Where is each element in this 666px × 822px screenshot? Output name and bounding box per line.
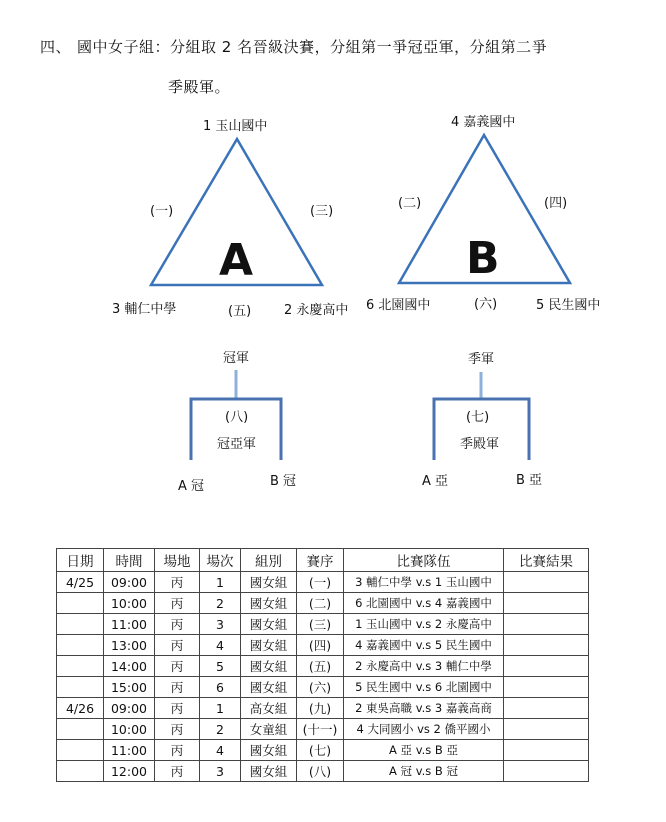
cell-game-no: 4	[200, 635, 241, 656]
cell-teams: 4 大同國小 vs 2 僑平國小	[344, 719, 504, 740]
table-row	[57, 614, 589, 635]
third-right-slot: B 亞	[516, 473, 543, 488]
schedule-table	[56, 548, 589, 782]
cell-division: 國女組	[241, 593, 297, 614]
group-b-top-team: 4 嘉義國中	[451, 115, 516, 130]
table-header-row	[57, 549, 589, 572]
header-game-no: 場次	[200, 549, 241, 572]
cell-teams: 2 東吳高職 v.s 3 嘉義高商	[344, 698, 504, 719]
cell-date	[57, 740, 104, 761]
group-b-match-bottom: (六)	[474, 297, 498, 312]
cell-time: 13:00	[104, 635, 155, 656]
cell-venue: 丙	[155, 761, 200, 782]
final-left-slot: A 冠	[178, 479, 205, 494]
cell-division: 國女組	[241, 635, 297, 656]
table-row	[57, 635, 589, 656]
cell-time: 11:00	[104, 614, 155, 635]
header-venue: 場地	[155, 549, 200, 572]
cell-teams: 1 玉山國中 v.s 2 永慶高中	[344, 614, 504, 635]
cell-date	[57, 719, 104, 740]
cell-time: 09:00	[104, 572, 155, 593]
table-row	[57, 761, 589, 782]
cell-teams: 5 民生國中 v.s 6 北園國中	[344, 677, 504, 698]
cell-match-order: (九)	[297, 698, 344, 719]
cell-match-order: (六)	[297, 677, 344, 698]
cell-result	[504, 761, 589, 782]
header-division: 組別	[241, 549, 297, 572]
cell-result	[504, 677, 589, 698]
cell-match-order: (七)	[297, 740, 344, 761]
group-a-letter: A	[219, 235, 254, 286]
cell-time: 12:00	[104, 761, 155, 782]
cell-date	[57, 656, 104, 677]
table-row	[57, 572, 589, 593]
cell-date: 4/26	[57, 698, 104, 719]
group-a-match-right: (三)	[310, 204, 334, 219]
cell-time: 10:00	[104, 593, 155, 614]
cell-game-no: 1	[200, 572, 241, 593]
final-champion-label: 冠軍	[223, 351, 250, 366]
cell-division: 國女組	[241, 614, 297, 635]
cell-division: 國女組	[241, 761, 297, 782]
cell-venue: 丙	[155, 698, 200, 719]
cell-match-order: (一)	[297, 572, 344, 593]
cell-time: 15:00	[104, 677, 155, 698]
cell-result	[504, 572, 589, 593]
cell-match-order: (三)	[297, 614, 344, 635]
header-date: 日期	[57, 549, 104, 572]
cell-venue: 丙	[155, 740, 200, 761]
third-left-slot: A 亞	[422, 474, 449, 489]
cell-match-order: (四)	[297, 635, 344, 656]
group-b-right-team: 5 民生國中	[536, 298, 601, 313]
cell-date	[57, 761, 104, 782]
cell-result	[504, 635, 589, 656]
cell-time: 11:00	[104, 740, 155, 761]
cell-match-order: (二)	[297, 593, 344, 614]
header-teams: 比賽隊伍	[344, 549, 504, 572]
cell-date	[57, 593, 104, 614]
group-b-left-team: 6 北園國中	[366, 298, 431, 313]
header-result: 比賽結果	[504, 549, 589, 572]
third-match-number: (七)	[466, 410, 490, 425]
cell-game-no: 2	[200, 719, 241, 740]
group-a-right-team: 2 永慶高中	[284, 303, 349, 318]
cell-date: 4/25	[57, 572, 104, 593]
cell-time: 14:00	[104, 656, 155, 677]
cell-result	[504, 593, 589, 614]
cell-date	[57, 635, 104, 656]
final-match-name: 冠亞軍	[217, 437, 257, 452]
cell-teams: A 亞 v.s B 亞	[344, 740, 504, 761]
cell-date	[57, 614, 104, 635]
table-row	[57, 677, 589, 698]
cell-teams: 3 輔仁中學 v.s 1 玉山國中	[344, 572, 504, 593]
cell-teams: A 冠 v.s B 冠	[344, 761, 504, 782]
group-a-left-team: 3 輔仁中學	[112, 302, 177, 317]
cell-venue: 丙	[155, 614, 200, 635]
final-match-number: (八)	[225, 410, 249, 425]
group-b-match-right: (四)	[544, 196, 568, 211]
cell-match-order: (十一)	[297, 719, 344, 740]
table-row	[57, 740, 589, 761]
third-match-name: 季殿軍	[460, 437, 500, 452]
cell-division: 國女組	[241, 740, 297, 761]
final-right-slot: B 冠	[270, 474, 297, 489]
table-row	[57, 698, 589, 719]
group-b-letter: B	[466, 233, 500, 284]
cell-game-no: 3	[200, 761, 241, 782]
cell-teams: 4 嘉義國中 v.s 5 民生國中	[344, 635, 504, 656]
cell-venue: 丙	[155, 719, 200, 740]
cell-game-no: 2	[200, 593, 241, 614]
cell-game-no: 5	[200, 656, 241, 677]
section-number: 四、	[40, 38, 72, 56]
cell-venue: 丙	[155, 677, 200, 698]
cell-venue: 丙	[155, 572, 200, 593]
cell-game-no: 4	[200, 740, 241, 761]
group-a-top-team: 1 玉山國中	[203, 119, 268, 134]
cell-result	[504, 614, 589, 635]
cell-venue: 丙	[155, 635, 200, 656]
cell-match-order: (八)	[297, 761, 344, 782]
cell-game-no: 1	[200, 698, 241, 719]
cell-result	[504, 740, 589, 761]
header-match-order: 賽序	[297, 549, 344, 572]
table-row	[57, 656, 589, 677]
cell-division: 國女組	[241, 572, 297, 593]
cell-game-no: 3	[200, 614, 241, 635]
cell-date	[57, 677, 104, 698]
cell-match-order: (五)	[297, 656, 344, 677]
cell-time: 09:00	[104, 698, 155, 719]
table-row	[57, 593, 589, 614]
third-place-label: 季軍	[468, 352, 495, 367]
cell-division: 國女組	[241, 656, 297, 677]
cell-division: 國女組	[241, 677, 297, 698]
cell-venue: 丙	[155, 656, 200, 677]
cell-result	[504, 656, 589, 677]
cell-result	[504, 719, 589, 740]
group-a-match-left: (一)	[150, 204, 174, 219]
cell-result	[504, 698, 589, 719]
header-time: 時間	[104, 549, 155, 572]
group-a-match-bottom: (五)	[228, 304, 252, 319]
cell-teams: 2 永慶高中 v.s 3 輔仁中學	[344, 656, 504, 677]
group-b-match-left: (二)	[398, 196, 422, 211]
cell-division: 女童組	[241, 719, 297, 740]
cell-game-no: 6	[200, 677, 241, 698]
section-heading-line2: 季殿軍。	[168, 78, 231, 96]
section-heading-line1: 國中女子組：分組取 2 名晉級決賽，分組第一爭冠亞軍，分組第二爭	[77, 38, 548, 56]
cell-division: 高女組	[241, 698, 297, 719]
cell-time: 10:00	[104, 719, 155, 740]
cell-venue: 丙	[155, 593, 200, 614]
table-row	[57, 719, 589, 740]
cell-teams: 6 北園國中 v.s 4 嘉義國中	[344, 593, 504, 614]
